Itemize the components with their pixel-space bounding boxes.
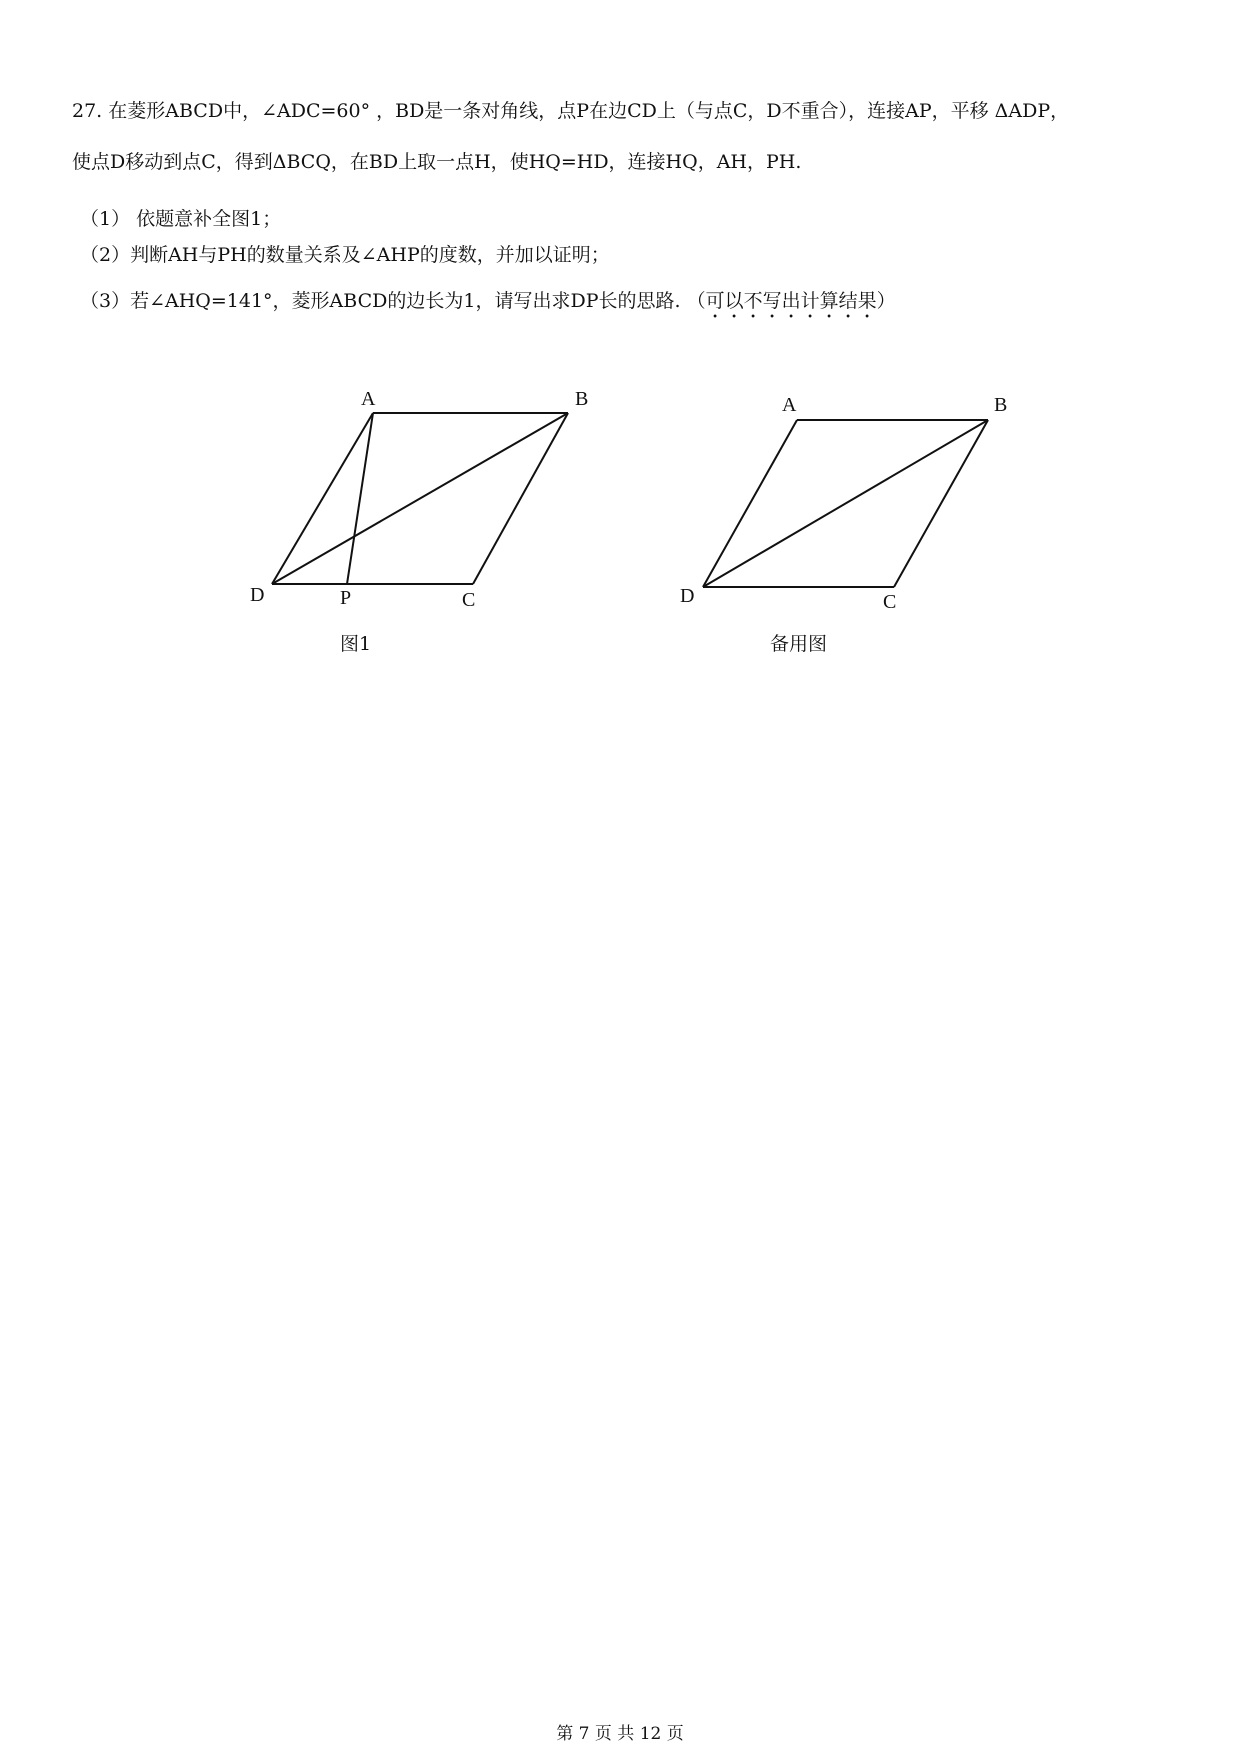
label-B: B — [994, 394, 1008, 416]
label-A: A — [782, 394, 797, 416]
label-B: B — [575, 388, 589, 410]
label-A: A — [361, 388, 376, 410]
diagonal-BD — [272, 413, 568, 584]
side-DA — [703, 420, 797, 587]
label-C: C — [883, 591, 897, 613]
question-1: （1） 依题意补全图1； — [80, 208, 282, 230]
side-BC — [473, 413, 568, 584]
diagonal-BD — [703, 420, 988, 587]
figure-1-diagram — [240, 380, 600, 620]
backup-figure-diagram — [670, 385, 1030, 625]
question-3 — [80, 288, 896, 323]
question-2: （2）判断AH与PH的数量关系及∠AHP的度数，并加以证明； — [80, 244, 610, 266]
label-D: D — [680, 585, 695, 607]
problem-line-1: 27. 在菱形ABCD中，∠ADC=60° ，BD是一条对角线，点P在边CD上（与点C，D不重合），连接AP，平移 ΔADP， — [72, 100, 1070, 122]
label-D: D — [250, 584, 265, 606]
question-3-main: （3）若∠AHQ=141°，菱形ABCD的边长为1，请写出求DP长的思路. — [80, 290, 681, 312]
label-C: C — [462, 589, 476, 611]
page-footer: 第 7 页 共 12 页 — [556, 1724, 684, 1744]
figure-1-caption: 图1 — [340, 633, 372, 655]
side-DA — [272, 413, 373, 584]
label-P: P — [340, 587, 352, 609]
question-3-note: （可以不写出计算结果） — [686, 290, 896, 312]
backup-figure-caption: 备用图 — [770, 633, 828, 655]
segment-AP — [347, 413, 373, 584]
side-BC — [894, 420, 988, 587]
problem-line-2: 使点D移动到点C，得到ΔBCQ，在BD上取一点H，使HQ=HD，连接HQ，AH，PH. — [72, 151, 802, 173]
